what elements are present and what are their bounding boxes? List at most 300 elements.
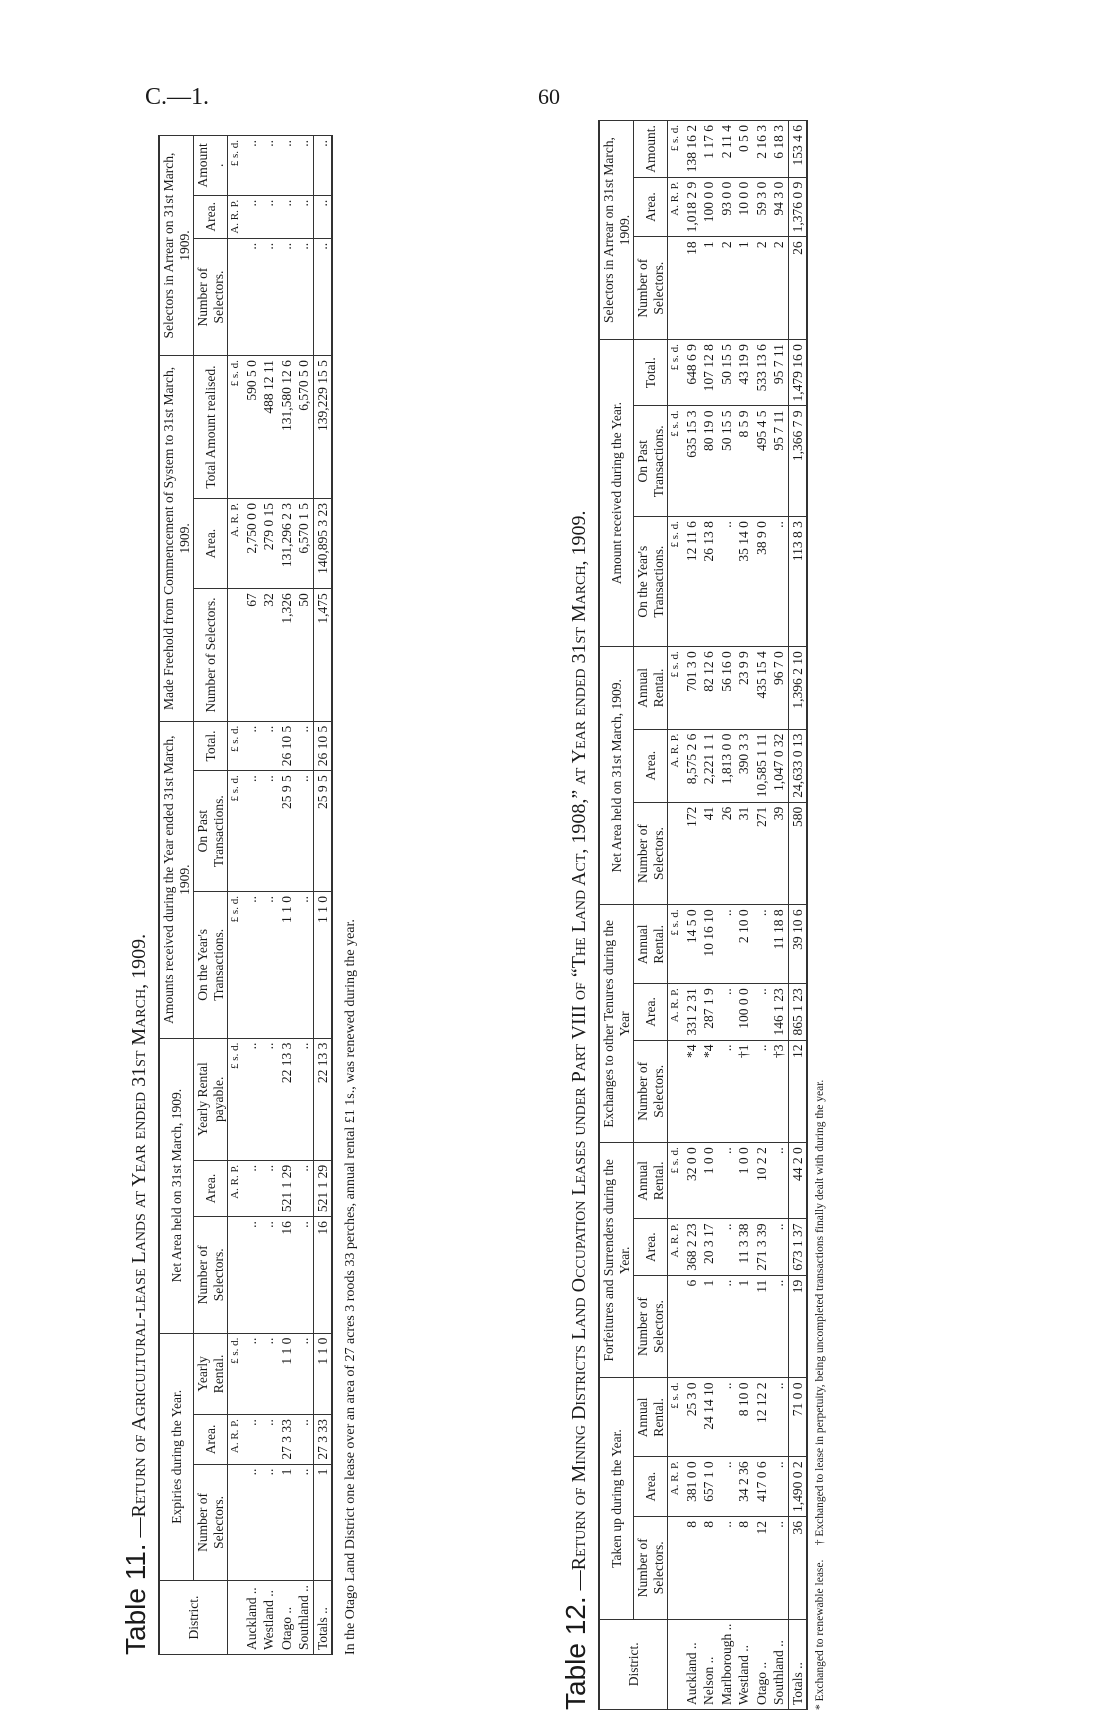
cell: 24 14 10 [700, 1378, 718, 1457]
footnote-renewable: * Exchanged to renewable lease. [814, 1559, 827, 1710]
cell: .. [770, 1143, 788, 1219]
district-cell: Totals .. [788, 1619, 807, 1709]
table-11-caption [120, 135, 152, 1655]
cell: .. [295, 1160, 313, 1216]
col-tk-area: Area. [634, 1457, 668, 1517]
district-cell: Otago .. [753, 1619, 771, 1709]
cell: 14 5 0 [683, 905, 701, 984]
col-exp-selectors: Number of Selectors. [194, 1464, 228, 1580]
group-taken: Taken up during the Year. [599, 1378, 634, 1619]
cell: 113 8 3 [788, 517, 807, 647]
col-net-selectors: Number of Selectors. [194, 1217, 228, 1333]
col-amt-total: Total. [194, 721, 228, 771]
district-cell: Southland .. [295, 1581, 313, 1655]
cell: .. [718, 1219, 736, 1275]
col-fh-total: Total Amount realised. [194, 356, 228, 499]
cell: 31 [735, 802, 753, 905]
cell: .. [243, 771, 261, 892]
table-12-title: —Return of Mining Districts Land Occupation Leases under Part VIII of “The Land Act, 1908,” at Year ended 31st March, 1909. [568, 510, 590, 1591]
cell: 1 1 0 [278, 1333, 296, 1415]
cell: .. [243, 721, 261, 771]
cell: 27 3 33 [278, 1415, 296, 1465]
unit-lsd: £ s. d. [228, 1333, 243, 1415]
cell: 2 16 3 [753, 121, 771, 178]
cell: 95 7 11 [770, 340, 788, 406]
cell: .. [770, 1275, 788, 1378]
cell: 12 12 2 [753, 1378, 771, 1457]
cell: 2 [770, 237, 788, 340]
cell: .. [718, 905, 736, 984]
cell: 39 10 6 [788, 905, 807, 984]
col-net-rental: Yearly Rental payable. [194, 1038, 228, 1160]
cell: .. [295, 1464, 313, 1580]
cell: 6,570 1 5 [295, 499, 313, 589]
table-row [243, 136, 261, 1655]
cell: 43 19 9 [735, 340, 753, 406]
cell: .. [770, 1516, 788, 1619]
cell: 1,018 2 9 [683, 177, 701, 237]
cell: 1,475 [313, 589, 332, 722]
cell: 2 11 4 [718, 121, 736, 178]
col-ex-selectors: Number of Selectors. [634, 1040, 668, 1143]
cell: 16 [313, 1217, 332, 1333]
cell: 100 0 0 [700, 177, 718, 237]
cell: 131,580 12 6 [278, 356, 296, 499]
col-exp-area: Area. [194, 1415, 228, 1465]
unit-lsd: £ s. d. [668, 1378, 683, 1457]
cell: 521 1 29 [313, 1160, 332, 1216]
cell: 20 3 17 [700, 1219, 718, 1275]
cell: 8,575 2 6 [683, 729, 701, 802]
unit-arp: A. R. P. [668, 984, 683, 1040]
cell: 140,895 3 23 [313, 499, 332, 589]
unit-lsd: £ s. d. [668, 340, 683, 406]
cell: 368 2 23 [683, 1219, 701, 1275]
page-number: 60 [538, 84, 560, 109]
cell: .. [278, 238, 296, 355]
cell: 107 12 8 [700, 340, 718, 406]
col-ar-selectors: Number of Selectors. [634, 237, 668, 340]
unit-lsd: £ s. d. [228, 1038, 243, 1160]
cell: .. [295, 1333, 313, 1415]
cell: .. [295, 238, 313, 355]
cell: 2 [753, 237, 771, 340]
cell: 1 [700, 237, 718, 340]
cell: 1 [700, 1275, 718, 1378]
group-exchanges: Exchanges to other Tenures during the Year [599, 905, 634, 1143]
col-arr-amount: Amount . [194, 136, 228, 196]
cell: 11 3 38 [735, 1219, 753, 1275]
cell: 12 [753, 1516, 771, 1619]
table-row [260, 136, 278, 1655]
cell: 10 0 0 [735, 177, 753, 237]
col-ff-area: Area. [634, 1219, 668, 1275]
cell: 287 1 9 [700, 984, 718, 1040]
cell: 8 [683, 1516, 701, 1619]
cell: .. [243, 1038, 261, 1160]
cell: .. [243, 1160, 261, 1216]
cell: 27 3 33 [313, 1415, 332, 1465]
cell: 580 [788, 802, 807, 905]
cell: 1 [735, 1275, 753, 1378]
table-11-label: Table 11. [120, 1543, 151, 1655]
cell: 38 9 0 [753, 517, 771, 647]
page-reference: C.—1. [145, 84, 210, 110]
col-arr-area: Area. [194, 195, 228, 238]
cell: 331 2 31 [683, 984, 701, 1040]
cell: 32 0 0 [683, 1143, 701, 1219]
cell: 8 10 0 [735, 1378, 753, 1457]
cell: .. [243, 195, 261, 238]
cell: 26 13 8 [700, 517, 718, 647]
cell: 8 [735, 1516, 753, 1619]
district-cell: Otago .. [278, 1581, 296, 1655]
cell: 1,326 [278, 589, 296, 722]
cell: .. [313, 238, 332, 355]
cell: 39 [770, 802, 788, 905]
cell: 279 0 15 [260, 499, 278, 589]
cell: 18 [683, 237, 701, 340]
cell: 1,490 0 2 [788, 1457, 807, 1517]
unit-lsd: £ s. d. [668, 905, 683, 984]
cell: .. [295, 1415, 313, 1465]
district-cell: Totals .. [313, 1581, 332, 1655]
totals-row [788, 121, 807, 1710]
cell: 10 16 10 [700, 905, 718, 984]
cell: 32 [260, 589, 278, 722]
col-arr-selectors: Number of Selectors. [194, 238, 228, 355]
col-amt-past: On Past Transactions. [194, 771, 228, 892]
cell: 2 [718, 237, 736, 340]
cell: 271 3 39 [753, 1219, 771, 1275]
unit-lsd: £ s. d. [668, 647, 683, 729]
cell: 1,376 0 9 [788, 177, 807, 237]
cell: 2 10 0 [735, 905, 753, 984]
unit-arp: A. R. P. [228, 1160, 243, 1216]
cell: .. [718, 1516, 736, 1619]
cell: 25 9 5 [313, 771, 332, 892]
cell: †3 [770, 1040, 788, 1143]
cell: 10 2 2 [753, 1143, 771, 1219]
cell: 26 [718, 802, 736, 905]
totals-row [313, 136, 332, 1655]
col-ex-rental: Annual Rental. [634, 905, 668, 984]
cell: 1,813 0 0 [718, 729, 736, 802]
unit-arp: A. R. P. [668, 1219, 683, 1275]
table-row [718, 121, 736, 1710]
col-am-total: Total. [634, 340, 668, 406]
col-tk-selectors: Number of Selectors. [634, 1516, 668, 1619]
district-cell: Westland .. [735, 1619, 753, 1709]
table-row [700, 121, 718, 1710]
col-district: District. [599, 1619, 668, 1709]
cell: 80 19 0 [700, 406, 718, 517]
cell: 131,296 2 3 [278, 499, 296, 589]
cell: 94 3 0 [770, 177, 788, 237]
cell: 1 0 0 [700, 1143, 718, 1219]
unit-arp: A. R. P. [668, 177, 683, 237]
unit-arp: A. R. P. [228, 195, 243, 238]
col-nt-rental: Annual Rental. [634, 647, 668, 729]
cell: 1 [278, 1464, 296, 1580]
cell: 381 0 0 [683, 1457, 701, 1517]
cell: 26 [788, 237, 807, 340]
unit-lsd: £ s. d. [668, 406, 683, 517]
cell: .. [260, 1038, 278, 1160]
cell: .. [243, 1464, 261, 1580]
table-11-title: —Return of Agricultural-lease Lands at Year ended 31st March, 1909. [128, 933, 150, 1538]
cell: 41 [700, 802, 718, 905]
cell: 865 1 23 [788, 984, 807, 1040]
cell: 100 0 0 [735, 984, 753, 1040]
cell: 488 12 11 [260, 356, 278, 499]
cell: 44 2 0 [788, 1143, 807, 1219]
group-expiries: Expiries during the Year. [159, 1333, 194, 1581]
cell: .. [313, 195, 332, 238]
cell: 26 10 5 [278, 721, 296, 771]
cell: 67 [243, 589, 261, 722]
cell: .. [243, 1415, 261, 1465]
table-row [278, 136, 296, 1655]
cell: 1 [735, 237, 753, 340]
cell: *4 [683, 1040, 701, 1143]
table-12-label: Table 12. [560, 1596, 591, 1710]
unit-lsd: £ s. d. [228, 136, 243, 196]
cell: 11 18 8 [770, 905, 788, 984]
col-amt-year: On the Year's Transactions. [194, 892, 228, 1039]
cell: 1 17 6 [700, 121, 718, 178]
cell: .. [718, 1378, 736, 1457]
group-arrear: Selectors in Arrear on 31st March, 1909. [599, 121, 634, 340]
cell: 71 0 0 [788, 1378, 807, 1457]
cell: 56 16 0 [718, 647, 736, 729]
cell: .. [243, 238, 261, 355]
col-fh-selectors: Number of Selectors. [194, 589, 228, 722]
unit-lsd: £ s. d. [228, 771, 243, 892]
cell: .. [770, 517, 788, 647]
cell: .. [260, 771, 278, 892]
cell: 390 3 3 [735, 729, 753, 802]
table-12-block [560, 120, 920, 1710]
cell: 657 1 0 [700, 1457, 718, 1517]
unit-lsd: £ s. d. [668, 517, 683, 647]
table-11-block [120, 135, 520, 1655]
cell: .. [278, 136, 296, 196]
col-am-past: On Past Transactions. [634, 406, 668, 517]
cell: .. [770, 1378, 788, 1457]
cell: 0 5 0 [735, 121, 753, 178]
district-cell: Auckland .. [243, 1581, 261, 1655]
col-am-year: On the Year's Transactions. [634, 517, 668, 647]
district-cell: Southland .. [770, 1619, 788, 1709]
cell: .. [260, 1333, 278, 1415]
unit-arp: A. R. P. [668, 1457, 683, 1517]
table-row [735, 121, 753, 1710]
cell: 495 4 5 [753, 406, 771, 517]
group-freehold: Made Freehold from Commencement of System to 31st March, 1909. [159, 356, 194, 722]
cell: .. [243, 136, 261, 196]
cell: .. [260, 1415, 278, 1465]
cell: .. [718, 1275, 736, 1378]
cell: .. [718, 1143, 736, 1219]
group-forfeit: Forfeitures and Surrenders during the Year. [599, 1143, 634, 1378]
cell: 533 13 6 [753, 340, 771, 406]
cell: 1,479 16 0 [788, 340, 807, 406]
cell: 648 6 9 [683, 340, 701, 406]
cell: 95 7 11 [770, 406, 788, 517]
cell: .. [295, 1217, 313, 1333]
group-arrear: Selectors in Arrear on 31st March, 1909. [159, 136, 194, 356]
district-cell: Auckland .. [683, 1619, 701, 1709]
cell: .. [260, 1464, 278, 1580]
cell: 1 1 0 [278, 892, 296, 1039]
cell: .. [260, 195, 278, 238]
cell: 8 5 9 [735, 406, 753, 517]
cell: 1 1 0 [313, 892, 332, 1039]
cell: 6,570 5 0 [295, 356, 313, 499]
cell: 2,750 0 0 [243, 499, 261, 589]
cell: .. [718, 984, 736, 1040]
cell: 11 [753, 1275, 771, 1378]
col-district: District. [159, 1581, 228, 1655]
cell: 26 10 5 [313, 721, 332, 771]
cell: *4 [700, 1040, 718, 1143]
cell: 6 18 3 [770, 121, 788, 178]
cell: 50 [295, 589, 313, 722]
cell: 271 [753, 802, 771, 905]
cell: .. [753, 905, 771, 984]
cell: 138 16 2 [683, 121, 701, 178]
cell: 635 15 3 [683, 406, 701, 517]
unit-lsd: £ s. d. [668, 121, 683, 178]
cell: 8 [700, 1516, 718, 1619]
cell: 25 3 0 [683, 1378, 701, 1457]
cell: .. [260, 136, 278, 196]
cell: 435 15 4 [753, 647, 771, 729]
cell: 36 [788, 1516, 807, 1619]
cell: 1,047 0 32 [770, 729, 788, 802]
units-row [228, 136, 243, 1655]
district-cell: Westland .. [260, 1581, 278, 1655]
cell: 172 [683, 802, 701, 905]
units-row [668, 121, 683, 1710]
cell: 701 3 0 [683, 647, 701, 729]
cell: .. [718, 1457, 736, 1517]
cell: 1 1 0 [313, 1333, 332, 1415]
cell: 153 4 6 [788, 121, 807, 178]
cell: 50 15 5 [718, 406, 736, 517]
cell: 23 9 9 [735, 647, 753, 729]
unit-arp: A. R. P. [228, 499, 243, 589]
table-row [753, 121, 771, 1710]
table-12-footnotes [814, 120, 826, 1710]
cell: 1,396 2 10 [788, 647, 807, 729]
table-row [770, 121, 788, 1710]
cell: 12 11 6 [683, 517, 701, 647]
cell: .. [243, 1333, 261, 1415]
col-nt-selectors: Number of Selectors. [634, 802, 668, 905]
cell: .. [295, 721, 313, 771]
col-ex-area: Area. [634, 984, 668, 1040]
unit-arp: A. R. P. [228, 1415, 243, 1465]
group-amounts: Amounts received during the Year ended 31st March, 1909. [159, 721, 194, 1038]
district-cell: Nelson .. [700, 1619, 718, 1709]
table-11-note: In the Otago Land District one lease over an area of 27 acres 3 roods 33 perches, annual rental £1 1s., was renewed during the year. [343, 919, 359, 1655]
cell: .. [753, 984, 771, 1040]
cell: .. [260, 1160, 278, 1216]
unit-lsd: £ s. d. [228, 356, 243, 499]
cell: .. [260, 238, 278, 355]
cell: 34 2 36 [735, 1457, 753, 1517]
cell: .. [718, 517, 736, 647]
cell: †1 [735, 1040, 753, 1143]
col-net-area: Area. [194, 1160, 228, 1216]
cell: .. [295, 136, 313, 196]
cell: 96 7 0 [770, 647, 788, 729]
col-exp-rental: Yearly Rental. [194, 1333, 228, 1415]
col-ar-amount: Amount. [634, 121, 668, 178]
cell: .. [278, 195, 296, 238]
cell: .. [243, 1217, 261, 1333]
table-12-caption [560, 120, 592, 1710]
cell: 1 0 0 [735, 1143, 753, 1219]
cell: 50 15 5 [718, 340, 736, 406]
cell: .. [260, 892, 278, 1039]
page-header [0, 80, 1114, 120]
cell: 24,633 0 13 [788, 729, 807, 802]
cell: .. [295, 771, 313, 892]
cell: 22 13 3 [313, 1038, 332, 1160]
col-tk-rental: Annual Rental. [634, 1378, 668, 1457]
cell: 139,229 15 5 [313, 356, 332, 499]
cell: .. [770, 1219, 788, 1275]
cell: 6 [683, 1275, 701, 1378]
cell: 82 12 6 [700, 647, 718, 729]
table-12 [598, 120, 808, 1710]
col-nt-area: Area. [634, 729, 668, 802]
cell: 417 0 6 [753, 1457, 771, 1517]
group-amount: Amount received during the Year. [599, 340, 634, 647]
table-11 [158, 135, 333, 1655]
unit-lsd: £ s. d. [228, 721, 243, 771]
cell: 1,366 7 9 [788, 406, 807, 517]
cell: .. [295, 195, 313, 238]
cell: 12 [788, 1040, 807, 1143]
col-ff-rental: Annual Rental. [634, 1143, 668, 1219]
cell: 22 13 3 [278, 1038, 296, 1160]
cell: 521 1 29 [278, 1160, 296, 1216]
cell: 93 0 0 [718, 177, 736, 237]
cell: .. [753, 1040, 771, 1143]
cell: .. [260, 1217, 278, 1333]
district-cell: Marlborough .. [718, 1619, 736, 1709]
cell: 673 1 37 [788, 1219, 807, 1275]
cell: 146 1 23 [770, 984, 788, 1040]
cell: .. [770, 1457, 788, 1517]
cell: 35 14 0 [735, 517, 753, 647]
cell: 16 [278, 1217, 296, 1333]
table-row [295, 136, 313, 1655]
cell: .. [295, 1038, 313, 1160]
cell: .. [260, 721, 278, 771]
cell: 19 [788, 1275, 807, 1378]
table-row [683, 121, 701, 1710]
cell: 1 [313, 1464, 332, 1580]
cell: .. [313, 136, 332, 196]
unit-lsd: £ s. d. [668, 1143, 683, 1219]
cell: .. [718, 1040, 736, 1143]
group-net-area: Net Area held on 31st March, 1909. [159, 1038, 194, 1333]
